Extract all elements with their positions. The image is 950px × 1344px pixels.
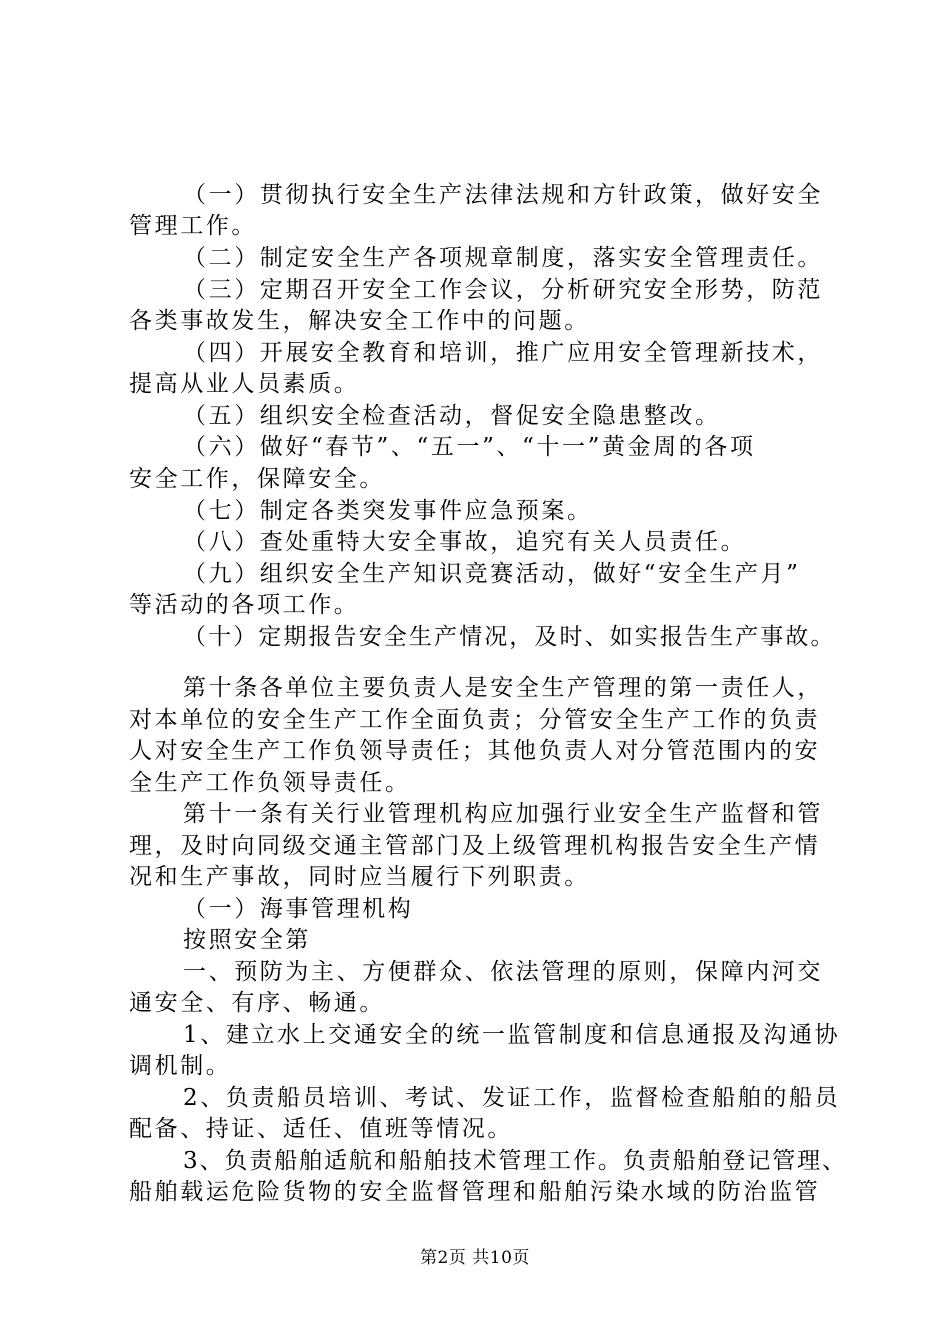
text-line: 配备、持证、适任、值班等情况。 [129,1116,513,1142]
text-line: （二）制定安全生产各项规章制度，落实安全管理责任。 [183,245,823,271]
text-line: 3、负责船舶适航和船舶技术管理工作。负责船舶登记管理、 [183,1148,847,1174]
text-line: 提高从业人员素质。 [129,371,360,397]
text-line: 船舶载运危险货物的安全监督管理和船舶污染水域的防治监管 [129,1179,821,1205]
text-line: （六）做好“春节”、“五一”、“十一”黄金周的各项 [183,434,756,460]
text-line: 等活动的各项工作。 [129,592,360,618]
text-line: 安全工作，保障安全。 [129,466,385,492]
text-line: 各类事故发生，解决安全工作中的问题。 [129,308,590,334]
text-line: 人对安全生产工作负领导责任；其他负责人对分管范围内的安 [129,738,821,764]
text-line: 1、建立水上交通安全的统一监管制度和信息通报及沟通协 [183,1022,841,1048]
text-line: 2、负责船员培训、考试、发证工作，监督检查船舶的船员 [183,1085,841,1111]
text-line: 第十条各单位主要负责人是安全生产管理的第一责任人， [183,675,823,701]
text-line: （四）开展安全教育和培训，推广应用安全管理新技术， [183,340,823,366]
text-line: 一、预防为主、方便群众、依法管理的原则，保障内河交 [183,959,823,985]
text-line: 按照安全第 [183,927,311,953]
text-line: 调机制。 [129,1053,232,1079]
text-line: （七）制定各类突发事件应急预案。 [183,498,593,524]
text-line: 第十一条有关行业管理机构应加强行业安全生产监督和管 [183,801,823,827]
text-line: 通安全、有序、畅通。 [129,990,385,1016]
text-line: （五）组织安全检查活动，督促安全隐患整改。 [183,403,721,429]
text-line: （九）组织安全生产知识竞赛活动，做好“安全生产月” [183,561,801,587]
text-line: （一）海事管理机构 [183,896,414,922]
text-line: （十）定期报告安全生产情况，及时、如实报告生产事故。 [183,624,836,650]
text-line: 全生产工作负领导责任。 [129,770,411,796]
text-line: （一）贯彻执行安全生产法律法规和方针政策，做好安全 [183,182,823,208]
text-line: （三）定期召开安全工作会议，分析研究安全形势，防范 [183,277,823,303]
text-line: 况和生产事故，同时应当履行下列职责。 [129,864,590,890]
text-line: 管理工作。 [129,213,257,239]
text-line: （八）查处重特大安全事故，追究有关人员责任。 [183,529,747,555]
page-number-footer: 第2页 共10页 [420,1248,530,1268]
text-line: 对本单位的安全生产工作全面负责；分管安全生产工作的负责 [129,707,821,733]
text-line: 理，及时向同级交通主管部门及上级管理机构报告安全生产情 [129,833,821,859]
